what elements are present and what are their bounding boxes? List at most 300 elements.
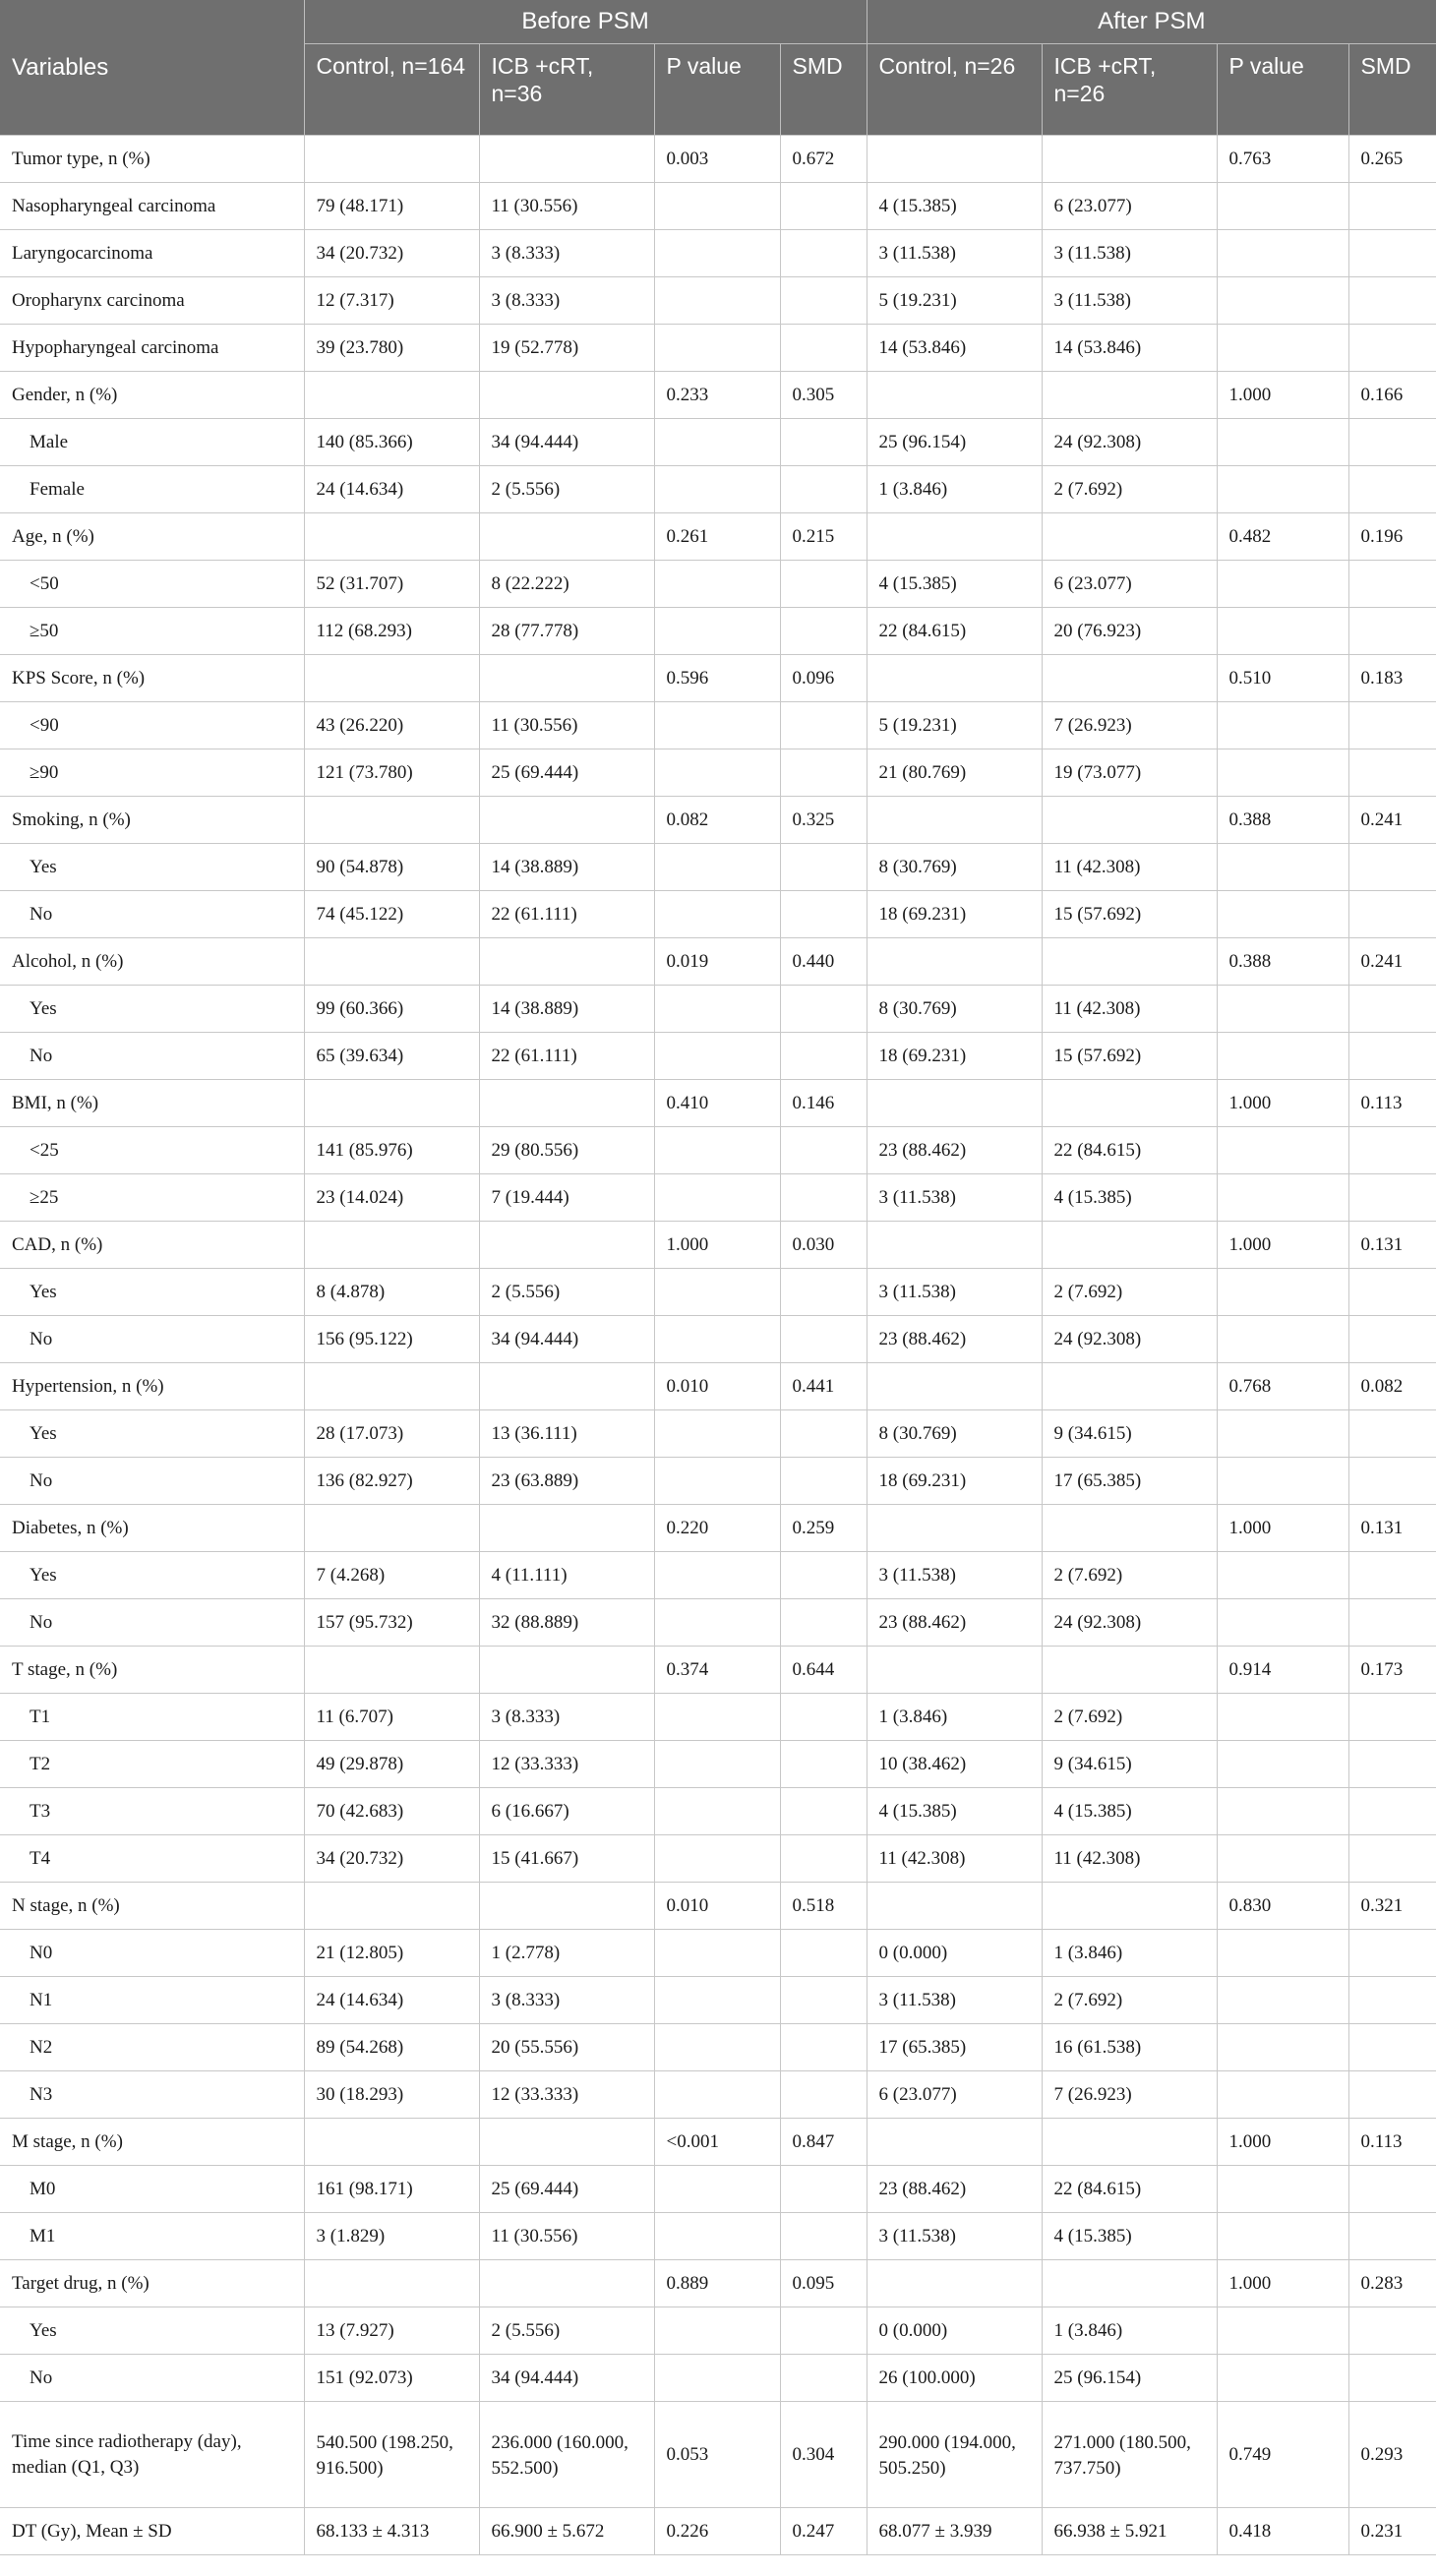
header-before-icb: ICB +cRT, n=36 <box>479 44 654 136</box>
cell-after-pvalue: 0.763 <box>1217 136 1348 183</box>
cell-after-smd: 0.265 <box>1348 136 1436 183</box>
table-header <box>0 0 1436 136</box>
cell-before-icb: 34 (94.444) <box>479 419 654 466</box>
table-body <box>0 136 1436 2555</box>
cell-before-control: 90 (54.878) <box>304 844 479 891</box>
cell-before-smd: 0.441 <box>780 1363 867 1410</box>
cell-before-smd <box>780 1694 867 1741</box>
cell-after-control: 11 (42.308) <box>867 1835 1042 1883</box>
cell-after-smd <box>1348 1458 1436 1505</box>
cell-before-icb <box>479 1363 654 1410</box>
cell-before-pvalue <box>654 419 780 466</box>
cell-before-smd <box>780 2213 867 2260</box>
cell-after-smd <box>1348 561 1436 608</box>
cell-after-pvalue <box>1217 2307 1348 2355</box>
cell-before-icb: 3 (8.333) <box>479 230 654 277</box>
cell-before-pvalue <box>654 1269 780 1316</box>
cell-before-pvalue <box>654 1316 780 1363</box>
cell-before-control: 7 (4.268) <box>304 1552 479 1599</box>
cell-after-control <box>867 372 1042 419</box>
cell-after-icb: 19 (73.077) <box>1042 749 1217 797</box>
cell-before-smd: 0.247 <box>780 2508 867 2555</box>
table-row <box>0 1788 1436 1835</box>
cell-before-pvalue: 0.053 <box>654 2402 780 2508</box>
cell-after-smd <box>1348 1127 1436 1174</box>
cell-after-icb: 9 (34.615) <box>1042 1741 1217 1788</box>
cell-before-control: 34 (20.732) <box>304 1835 479 1883</box>
cell-before-pvalue: 0.261 <box>654 513 780 561</box>
table-row <box>0 2402 1436 2508</box>
row-label: T4 <box>0 1835 304 1883</box>
cell-before-smd <box>780 466 867 513</box>
cell-after-control <box>867 1883 1042 1930</box>
cell-before-smd: 0.215 <box>780 513 867 561</box>
cell-before-control: 74 (45.122) <box>304 891 479 938</box>
cell-after-smd: 0.173 <box>1348 1647 1436 1694</box>
cell-before-control: 12 (7.317) <box>304 277 479 325</box>
table-row <box>0 1930 1436 1977</box>
cell-before-pvalue: 1.000 <box>654 1222 780 1269</box>
cell-before-control <box>304 1222 479 1269</box>
row-label: No <box>0 1033 304 1080</box>
cell-before-pvalue <box>654 2166 780 2213</box>
cell-after-pvalue: 1.000 <box>1217 2119 1348 2166</box>
row-label: Female <box>0 466 304 513</box>
header-after-psm: After PSM <box>867 0 1436 44</box>
cell-before-control: 24 (14.634) <box>304 466 479 513</box>
cell-after-icb: 3 (11.538) <box>1042 277 1217 325</box>
cell-before-smd: 0.146 <box>780 1080 867 1127</box>
cell-before-pvalue <box>654 1788 780 1835</box>
cell-before-smd <box>780 1269 867 1316</box>
row-label: Yes <box>0 2307 304 2355</box>
cell-before-icb: 34 (94.444) <box>479 1316 654 1363</box>
cell-after-smd <box>1348 1977 1436 2024</box>
cell-before-pvalue <box>654 986 780 1033</box>
cell-after-smd: 0.113 <box>1348 2119 1436 2166</box>
cell-after-pvalue: 0.914 <box>1217 1647 1348 1694</box>
cell-before-smd <box>780 1977 867 2024</box>
cell-after-pvalue <box>1217 1552 1348 1599</box>
cell-after-icb: 15 (57.692) <box>1042 1033 1217 1080</box>
cell-before-control: 140 (85.366) <box>304 419 479 466</box>
cell-after-icb <box>1042 1647 1217 1694</box>
row-label: T2 <box>0 1741 304 1788</box>
cell-after-icb: 15 (57.692) <box>1042 891 1217 938</box>
cell-before-pvalue: 0.889 <box>654 2260 780 2307</box>
cell-after-pvalue: 0.510 <box>1217 655 1348 702</box>
cell-before-control: 21 (12.805) <box>304 1930 479 1977</box>
cell-before-pvalue: 0.374 <box>654 1647 780 1694</box>
cell-after-pvalue: 0.749 <box>1217 2402 1348 2508</box>
cell-before-smd <box>780 844 867 891</box>
row-label: M stage, n (%) <box>0 2119 304 2166</box>
cell-before-control: 156 (95.122) <box>304 1316 479 1363</box>
cell-after-icb: 1 (3.846) <box>1042 2307 1217 2355</box>
cell-before-smd <box>780 2355 867 2402</box>
table-row <box>0 2213 1436 2260</box>
cell-after-icb: 14 (53.846) <box>1042 325 1217 372</box>
cell-before-pvalue <box>654 561 780 608</box>
row-label: N3 <box>0 2071 304 2119</box>
cell-after-smd: 0.183 <box>1348 655 1436 702</box>
cell-after-control <box>867 513 1042 561</box>
cell-after-control: 3 (11.538) <box>867 2213 1042 2260</box>
cell-before-control: 157 (95.732) <box>304 1599 479 1647</box>
cell-after-control: 290.000 (194.000, 505.250) <box>867 2402 1042 2508</box>
cell-after-icb <box>1042 938 1217 986</box>
cell-before-pvalue <box>654 749 780 797</box>
cell-before-smd <box>780 230 867 277</box>
cell-before-icb: 66.900 ± 5.672 <box>479 2508 654 2555</box>
cell-before-control <box>304 372 479 419</box>
cell-after-control: 8 (30.769) <box>867 986 1042 1033</box>
table-row <box>0 2355 1436 2402</box>
row-label: DT (Gy), Mean ± SD <box>0 2508 304 2555</box>
row-label: <50 <box>0 561 304 608</box>
cell-after-smd: 0.166 <box>1348 372 1436 419</box>
cell-before-control: 11 (6.707) <box>304 1694 479 1741</box>
cell-after-control: 0 (0.000) <box>867 2307 1042 2355</box>
cell-before-smd <box>780 325 867 372</box>
cell-after-pvalue <box>1217 1174 1348 1222</box>
cell-after-control <box>867 655 1042 702</box>
header-after-control: Control, n=26 <box>867 44 1042 136</box>
cell-before-smd <box>780 1127 867 1174</box>
cell-before-icb: 11 (30.556) <box>479 183 654 230</box>
cell-after-smd: 0.293 <box>1348 2402 1436 2508</box>
cell-after-smd <box>1348 277 1436 325</box>
cell-before-icb <box>479 513 654 561</box>
cell-before-control: 13 (7.927) <box>304 2307 479 2355</box>
row-label: N1 <box>0 1977 304 2024</box>
cell-before-pvalue <box>654 1458 780 1505</box>
cell-before-smd <box>780 2071 867 2119</box>
cell-before-pvalue <box>654 1174 780 1222</box>
cell-after-smd <box>1348 230 1436 277</box>
cell-after-pvalue <box>1217 1741 1348 1788</box>
cell-before-smd: 0.644 <box>780 1647 867 1694</box>
row-label: T3 <box>0 1788 304 1835</box>
cell-before-smd <box>780 419 867 466</box>
cell-before-smd <box>780 1033 867 1080</box>
cell-after-pvalue <box>1217 986 1348 1033</box>
row-label: Laryngocarcinoma <box>0 230 304 277</box>
table-row <box>0 655 1436 702</box>
cell-before-pvalue <box>654 702 780 749</box>
cell-before-icb: 22 (61.111) <box>479 1033 654 1080</box>
table-row <box>0 1458 1436 1505</box>
cell-before-smd: 0.096 <box>780 655 867 702</box>
cell-after-icb <box>1042 1505 1217 1552</box>
cell-after-control: 4 (15.385) <box>867 1788 1042 1835</box>
cell-after-control <box>867 1505 1042 1552</box>
cell-before-control <box>304 1080 479 1127</box>
table-row <box>0 1647 1436 1694</box>
cell-after-pvalue <box>1217 608 1348 655</box>
cell-before-icb: 20 (55.556) <box>479 2024 654 2071</box>
cell-before-icb <box>479 1883 654 1930</box>
table-row <box>0 1694 1436 1741</box>
cell-before-pvalue: <0.001 <box>654 2119 780 2166</box>
cell-before-control: 112 (68.293) <box>304 608 479 655</box>
cell-before-icb: 3 (8.333) <box>479 1694 654 1741</box>
cell-before-control <box>304 513 479 561</box>
header-variables: Variables <box>0 0 304 136</box>
cell-before-control: 43 (26.220) <box>304 702 479 749</box>
cell-after-smd: 0.082 <box>1348 1363 1436 1410</box>
cell-after-control: 6 (23.077) <box>867 2071 1042 2119</box>
cell-before-icb: 23 (63.889) <box>479 1458 654 1505</box>
cell-after-smd <box>1348 1316 1436 1363</box>
cell-after-pvalue: 1.000 <box>1217 1505 1348 1552</box>
cell-after-control: 3 (11.538) <box>867 1174 1042 1222</box>
cell-before-icb: 29 (80.556) <box>479 1127 654 1174</box>
cell-after-pvalue: 0.388 <box>1217 938 1348 986</box>
table-row <box>0 183 1436 230</box>
cell-after-control <box>867 2260 1042 2307</box>
cell-after-pvalue <box>1217 2355 1348 2402</box>
cell-after-control: 10 (38.462) <box>867 1741 1042 1788</box>
cell-after-icb: 6 (23.077) <box>1042 561 1217 608</box>
cell-after-control: 17 (65.385) <box>867 2024 1042 2071</box>
cell-after-icb: 22 (84.615) <box>1042 2166 1217 2213</box>
cell-after-icb <box>1042 1883 1217 1930</box>
header-before-psm: Before PSM <box>304 0 867 44</box>
cell-after-smd <box>1348 986 1436 1033</box>
cell-after-smd <box>1348 466 1436 513</box>
cell-after-pvalue <box>1217 1930 1348 1977</box>
cell-after-icb: 11 (42.308) <box>1042 1835 1217 1883</box>
table-row <box>0 749 1436 797</box>
cell-before-icb: 2 (5.556) <box>479 1269 654 1316</box>
cell-before-control: 65 (39.634) <box>304 1033 479 1080</box>
row-label: Oropharynx carcinoma <box>0 277 304 325</box>
cell-before-control: 121 (73.780) <box>304 749 479 797</box>
table-row <box>0 1977 1436 2024</box>
cell-after-control: 18 (69.231) <box>867 1033 1042 1080</box>
cell-before-pvalue: 0.082 <box>654 797 780 844</box>
cell-after-smd <box>1348 1552 1436 1599</box>
row-label: Yes <box>0 844 304 891</box>
cell-after-icb: 271.000 (180.500, 737.750) <box>1042 2402 1217 2508</box>
cell-after-smd <box>1348 1788 1436 1835</box>
cell-before-icb <box>479 2260 654 2307</box>
cell-after-icb <box>1042 655 1217 702</box>
cell-after-control <box>867 938 1042 986</box>
cell-after-pvalue <box>1217 1410 1348 1458</box>
cell-after-pvalue: 1.000 <box>1217 1222 1348 1269</box>
row-label: <25 <box>0 1127 304 1174</box>
cell-after-smd <box>1348 1835 1436 1883</box>
table-row <box>0 513 1436 561</box>
cell-before-pvalue <box>654 891 780 938</box>
cell-before-smd <box>780 1316 867 1363</box>
cell-before-pvalue: 0.226 <box>654 2508 780 2555</box>
table-row <box>0 1741 1436 1788</box>
cell-before-control: 79 (48.171) <box>304 183 479 230</box>
cell-before-control: 70 (42.683) <box>304 1788 479 1835</box>
cell-after-control: 1 (3.846) <box>867 1694 1042 1741</box>
cell-before-smd <box>780 183 867 230</box>
cell-after-control: 4 (15.385) <box>867 183 1042 230</box>
cell-before-icb <box>479 2119 654 2166</box>
cell-after-pvalue: 1.000 <box>1217 1080 1348 1127</box>
header-before-pvalue: P value <box>654 44 780 136</box>
cell-after-smd <box>1348 1269 1436 1316</box>
cell-before-pvalue <box>654 2071 780 2119</box>
row-label: M1 <box>0 2213 304 2260</box>
table-row <box>0 277 1436 325</box>
cell-before-smd <box>780 2307 867 2355</box>
row-label: Hypopharyngeal carcinoma <box>0 325 304 372</box>
cell-before-pvalue <box>654 1410 780 1458</box>
cell-before-smd <box>780 749 867 797</box>
cell-before-smd <box>780 1788 867 1835</box>
cell-before-smd <box>780 1552 867 1599</box>
cell-before-icb <box>479 655 654 702</box>
cell-after-smd: 0.131 <box>1348 1222 1436 1269</box>
cell-after-icb: 6 (23.077) <box>1042 183 1217 230</box>
cell-after-control <box>867 2119 1042 2166</box>
cell-after-icb: 25 (96.154) <box>1042 2355 1217 2402</box>
cell-after-smd <box>1348 2071 1436 2119</box>
cell-before-icb: 14 (38.889) <box>479 844 654 891</box>
cell-after-pvalue <box>1217 749 1348 797</box>
cell-before-smd: 0.325 <box>780 797 867 844</box>
cell-after-control: 23 (88.462) <box>867 2166 1042 2213</box>
table-row <box>0 2024 1436 2071</box>
cell-before-icb: 25 (69.444) <box>479 2166 654 2213</box>
cell-after-control: 5 (19.231) <box>867 277 1042 325</box>
cell-after-smd: 0.241 <box>1348 797 1436 844</box>
cell-before-control <box>304 655 479 702</box>
cell-before-pvalue <box>654 2355 780 2402</box>
cell-after-icb: 9 (34.615) <box>1042 1410 1217 1458</box>
table-row <box>0 844 1436 891</box>
cell-after-icb: 11 (42.308) <box>1042 844 1217 891</box>
row-label: M0 <box>0 2166 304 2213</box>
cell-before-control <box>304 1363 479 1410</box>
cell-after-icb: 2 (7.692) <box>1042 1269 1217 1316</box>
cell-before-control <box>304 1647 479 1694</box>
row-label: Diabetes, n (%) <box>0 1505 304 1552</box>
cell-before-control: 39 (23.780) <box>304 325 479 372</box>
row-label: N0 <box>0 1930 304 1977</box>
cell-before-control: 23 (14.024) <box>304 1174 479 1222</box>
cell-before-pvalue <box>654 1741 780 1788</box>
cell-before-icb: 12 (33.333) <box>479 2071 654 2119</box>
cell-after-pvalue <box>1217 1458 1348 1505</box>
cell-after-icb: 24 (92.308) <box>1042 419 1217 466</box>
cell-after-smd <box>1348 749 1436 797</box>
cell-after-smd <box>1348 1741 1436 1788</box>
cell-after-smd: 0.131 <box>1348 1505 1436 1552</box>
cell-before-pvalue <box>654 1930 780 1977</box>
header-before-smd: SMD <box>780 44 867 136</box>
cell-before-smd <box>780 1930 867 1977</box>
cell-before-pvalue <box>654 844 780 891</box>
cell-before-icb: 13 (36.111) <box>479 1410 654 1458</box>
cell-before-smd: 0.440 <box>780 938 867 986</box>
cell-before-icb: 2 (5.556) <box>479 466 654 513</box>
cell-after-pvalue <box>1217 1835 1348 1883</box>
cell-before-control: 24 (14.634) <box>304 1977 479 2024</box>
row-label: Nasopharyngeal carcinoma <box>0 183 304 230</box>
table-row <box>0 1410 1436 1458</box>
cell-after-pvalue <box>1217 1788 1348 1835</box>
cell-before-control: 141 (85.976) <box>304 1127 479 1174</box>
row-label: KPS Score, n (%) <box>0 655 304 702</box>
table-row <box>0 136 1436 183</box>
table-row <box>0 1883 1436 1930</box>
cell-after-pvalue <box>1217 1316 1348 1363</box>
table-row <box>0 2260 1436 2307</box>
cell-before-icb: 34 (94.444) <box>479 2355 654 2402</box>
table-row <box>0 230 1436 277</box>
row-label: Yes <box>0 1410 304 1458</box>
cell-after-control <box>867 1080 1042 1127</box>
cell-before-smd <box>780 2024 867 2071</box>
cell-after-smd <box>1348 702 1436 749</box>
cell-before-smd <box>780 608 867 655</box>
cell-before-smd <box>780 1835 867 1883</box>
table-row <box>0 1363 1436 1410</box>
cell-after-icb: 3 (11.538) <box>1042 230 1217 277</box>
cell-before-control <box>304 1883 479 1930</box>
cell-before-smd <box>780 561 867 608</box>
cell-before-pvalue: 0.233 <box>654 372 780 419</box>
cell-after-pvalue <box>1217 1127 1348 1174</box>
header-after-pvalue: P value <box>1217 44 1348 136</box>
table-row <box>0 2307 1436 2355</box>
cell-after-pvalue: 0.418 <box>1217 2508 1348 2555</box>
cell-before-smd: 0.095 <box>780 2260 867 2307</box>
cell-before-pvalue <box>654 277 780 325</box>
cell-before-pvalue <box>654 2213 780 2260</box>
cell-before-icb: 236.000 (160.000, 552.500) <box>479 2402 654 2508</box>
cell-after-smd: 0.113 <box>1348 1080 1436 1127</box>
cell-before-pvalue: 0.410 <box>654 1080 780 1127</box>
row-label: T stage, n (%) <box>0 1647 304 1694</box>
table-row <box>0 419 1436 466</box>
cell-before-pvalue <box>654 1033 780 1080</box>
cell-before-control: 8 (4.878) <box>304 1269 479 1316</box>
cell-after-control: 8 (30.769) <box>867 844 1042 891</box>
cell-after-control: 3 (11.538) <box>867 1552 1042 1599</box>
table-row <box>0 561 1436 608</box>
cell-after-pvalue <box>1217 277 1348 325</box>
cell-after-pvalue <box>1217 2024 1348 2071</box>
cell-before-smd <box>780 986 867 1033</box>
cell-before-control: 151 (92.073) <box>304 2355 479 2402</box>
cell-before-control: 3 (1.829) <box>304 2213 479 2260</box>
cell-before-icb <box>479 136 654 183</box>
cell-after-control: 23 (88.462) <box>867 1599 1042 1647</box>
cell-before-smd: 0.672 <box>780 136 867 183</box>
cell-after-pvalue <box>1217 2071 1348 2119</box>
cell-after-smd <box>1348 891 1436 938</box>
cell-after-pvalue <box>1217 1033 1348 1080</box>
table-row <box>0 1222 1436 1269</box>
cell-after-smd: 0.231 <box>1348 2508 1436 2555</box>
cell-after-pvalue <box>1217 1599 1348 1647</box>
table-row <box>0 1316 1436 1363</box>
row-label: Tumor type, n (%) <box>0 136 304 183</box>
cell-after-icb <box>1042 1222 1217 1269</box>
cell-after-pvalue <box>1217 1269 1348 1316</box>
cell-after-smd <box>1348 183 1436 230</box>
